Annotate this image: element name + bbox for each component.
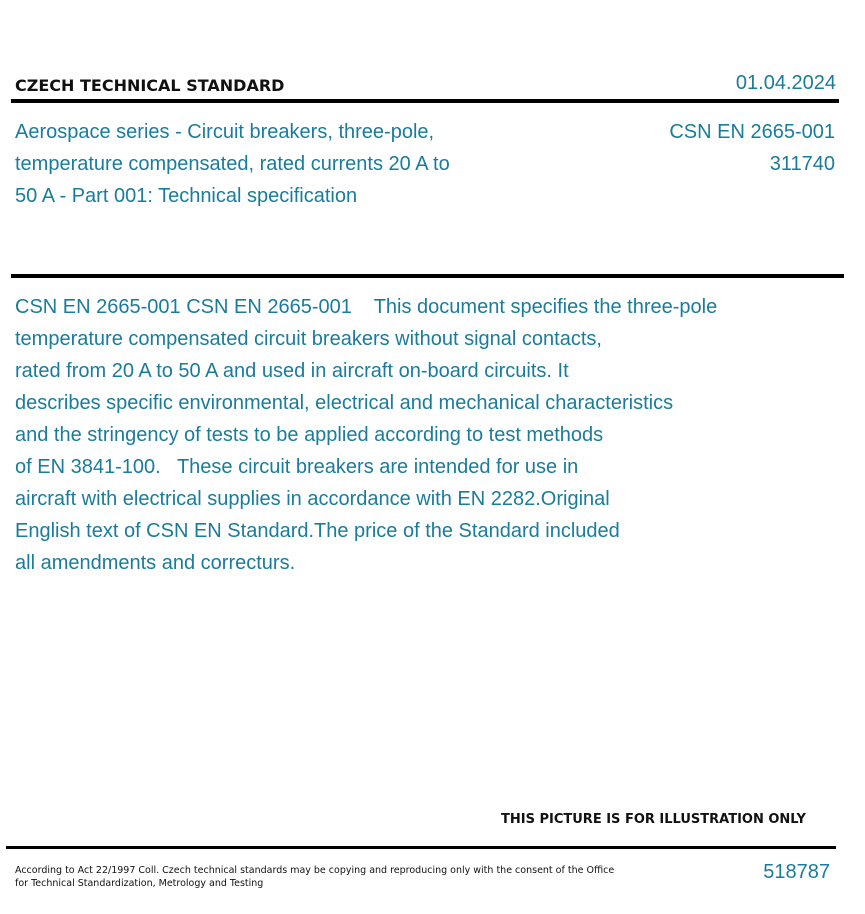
description-line: all amendments and correcturs. (15, 552, 296, 574)
standard-title (15, 116, 505, 212)
legal-notice (15, 864, 615, 890)
classification-code: 311740 (769, 153, 835, 175)
title-line: temperature compensated, rated currents 20 A to (15, 153, 450, 175)
standard-description (15, 291, 815, 579)
description-line: CSN EN 2665-001 CSN EN 2665-001 This document specifies the three-pole (15, 296, 718, 318)
description-line: and the stringency of tests to be applied according to test methods (15, 424, 604, 446)
standard-identifier (669, 116, 835, 180)
description-line: of EN 3841-100. These circuit breakers are intended for use in (15, 456, 579, 478)
standard-type-label: CZECH TECHNICAL STANDARD (15, 76, 285, 95)
legal-line: According to Act 22/1997 Coll. Czech technical standards may be copying and reproducing only with the consent of the Office (15, 865, 615, 876)
title-line: Aerospace series - Circuit breakers, three-pole, (15, 121, 435, 143)
legal-line: for Technical Standardization, Metrology and Testing (15, 878, 264, 889)
description-line: English text of CSN EN Standard.The price of the Standard included (15, 520, 620, 542)
description-line: temperature compensated circuit breakers without signal contacts, (15, 328, 602, 350)
description-line: describes specific environmental, electrical and mechanical characteristics (15, 392, 674, 414)
standard-number: CSN EN 2665-001 (669, 121, 835, 143)
illustration-disclaimer: THIS PICTURE IS FOR ILLUSTRATION ONLY (501, 812, 806, 827)
footer-divider (6, 846, 836, 849)
publication-date: 01.04.2024 (735, 72, 836, 94)
title-divider (11, 274, 844, 278)
description-line: aircraft with electrical supplies in accordance with EN 2282.Original (15, 488, 610, 510)
title-line: 50 A - Part 001: Technical specification (15, 185, 358, 207)
document-code: 518787 (763, 861, 830, 883)
description-line: rated from 20 A to 50 A and used in aircraft on-board circuits. It (15, 360, 569, 382)
header-divider (11, 99, 839, 103)
